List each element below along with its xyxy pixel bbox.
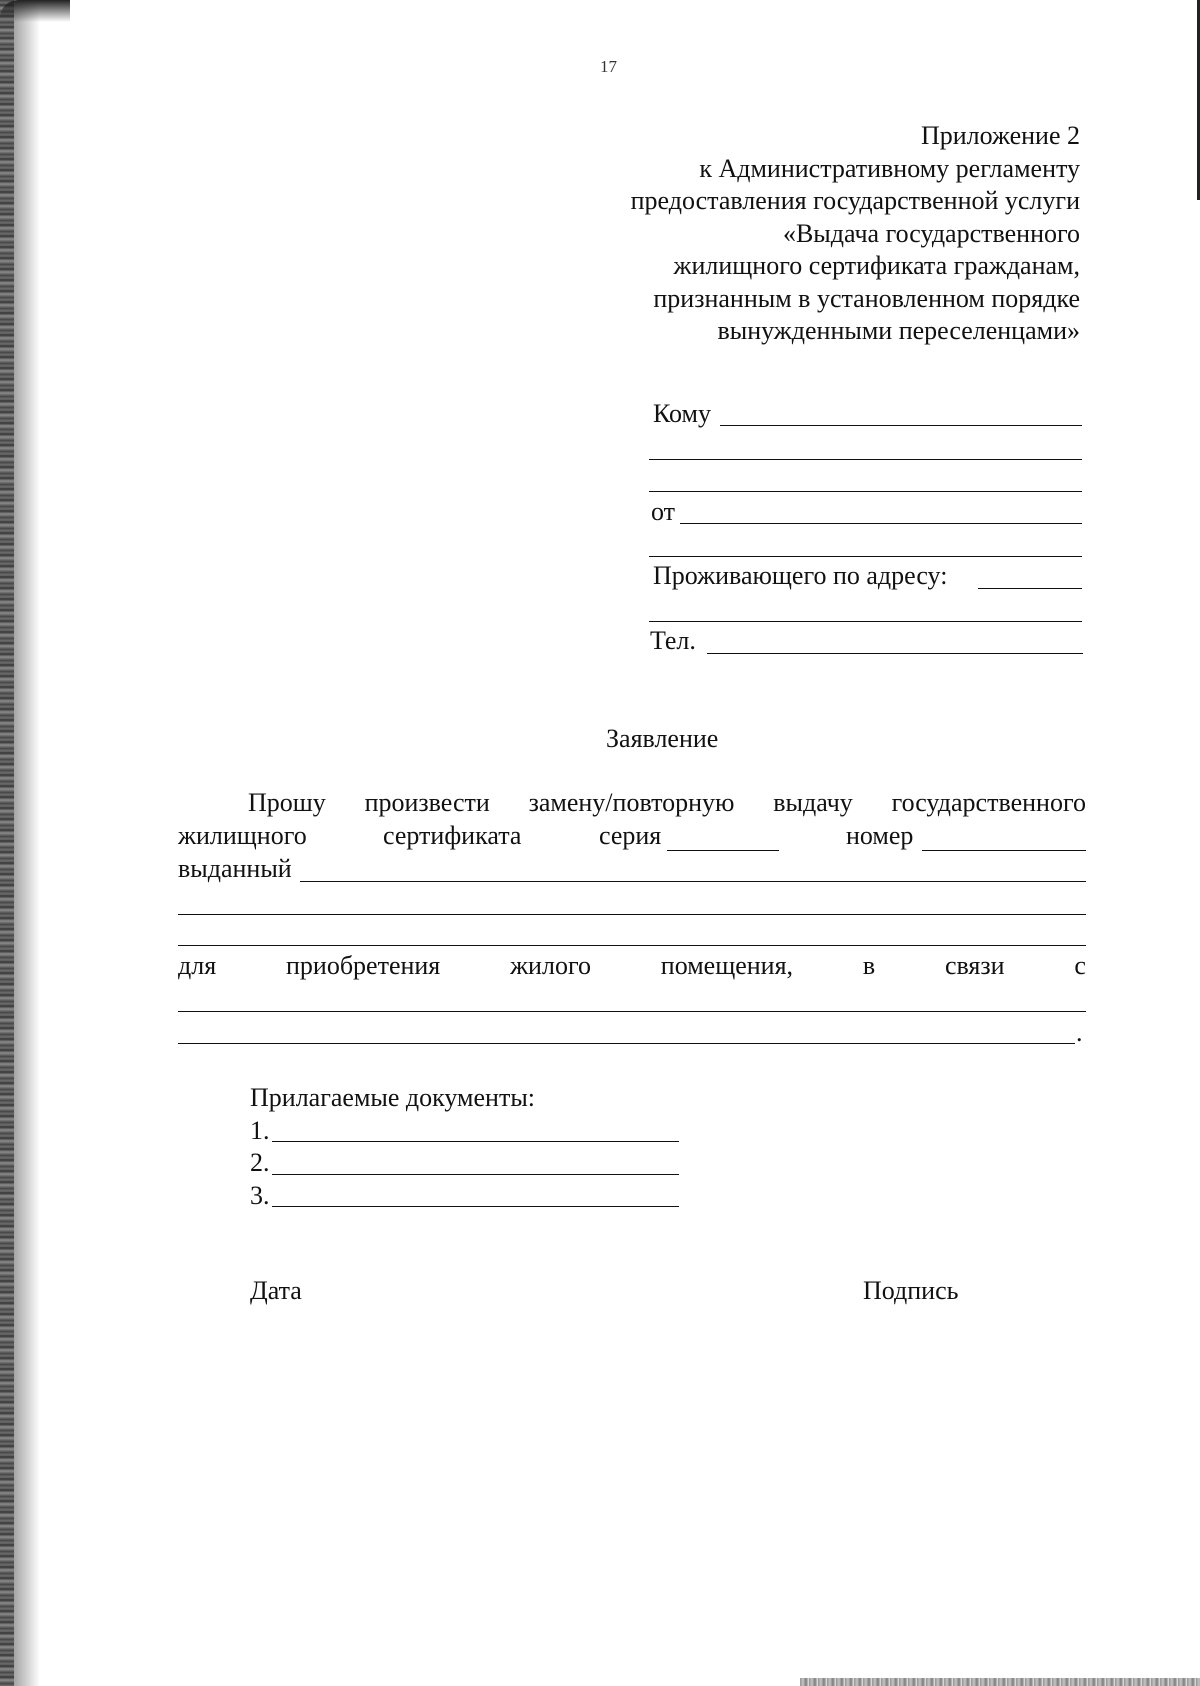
appendix-line: вынужденными переселенцами» [717,316,1080,345]
address-field[interactable] [978,588,1082,589]
attachment-field-3[interactable] [272,1206,679,1207]
page-number: 17 [600,57,617,76]
issued-label: выданный [178,854,292,883]
word: Прошу [248,788,326,817]
word: государственного [891,788,1086,817]
from-label: от [651,497,676,526]
number-field[interactable] [922,850,1086,851]
series-field[interactable] [667,850,779,851]
word: жилищного [178,821,307,850]
attachment-field-2[interactable] [272,1174,679,1175]
word: с [1074,951,1086,980]
from-field-line-2[interactable] [649,556,1082,557]
attachments-label: Прилагаемые документы: [250,1083,536,1112]
appendix-line: признанным в установленном порядке [653,283,1080,313]
attachment-number: 3. [250,1181,270,1210]
scan-left-shadow [14,0,40,1686]
date-label: Дата [250,1276,302,1305]
from-field[interactable] [680,523,1082,524]
word: для [178,951,217,980]
address-field-line-2[interactable] [649,621,1082,622]
word: жилого [510,951,591,980]
word: связи [944,951,1005,980]
issued-field-line-3[interactable] [178,945,1086,946]
statement-line-4 [178,951,1086,981]
attachment-field-1[interactable] [272,1141,679,1142]
reason-field-line-2[interactable] [178,1043,1075,1044]
word: в [862,951,876,980]
word: произвести [364,788,490,817]
signature-label: Подпись [863,1276,959,1305]
series-label: серия [599,821,662,850]
word: помещения, [660,951,794,980]
appendix-line: Приложение 2 [920,121,1080,150]
word: замену/повторную [528,788,735,817]
appendix-line: к Административному регламенту [699,153,1080,183]
to-field[interactable] [720,425,1082,426]
issued-field-line-2[interactable] [178,914,1086,915]
phone-field[interactable] [707,653,1083,654]
appendix-line: «Выдача государственного [782,218,1080,248]
statement-title: Заявление [606,724,719,753]
appendix-line: жилищного сертификата гражданам, [673,251,1080,280]
attachment-number: 2. [250,1148,270,1177]
end-period: . [1076,1018,1083,1047]
scan-bottom-edge [800,1678,1200,1686]
attachment-number: 1. [250,1116,270,1145]
statement-line-1 [178,788,1086,818]
appendix-line: предоставления государственной услуги [630,186,1080,215]
appendix-header [631,120,1080,348]
word: сертификата [383,821,522,850]
reason-field[interactable] [178,1011,1086,1012]
number-label: номер [846,821,914,850]
issued-field[interactable] [300,881,1086,882]
word: выдачу [773,788,853,817]
address-label: Проживающего по адресу: [653,561,948,590]
scan-left-edge [0,0,14,1686]
to-field-line-3[interactable] [649,491,1082,492]
scan-top-corner [0,0,70,22]
to-label: Кому [653,399,712,428]
to-field-line-2[interactable] [649,459,1082,460]
word: приобретения [285,951,441,980]
phone-label: Тел. [650,626,696,655]
